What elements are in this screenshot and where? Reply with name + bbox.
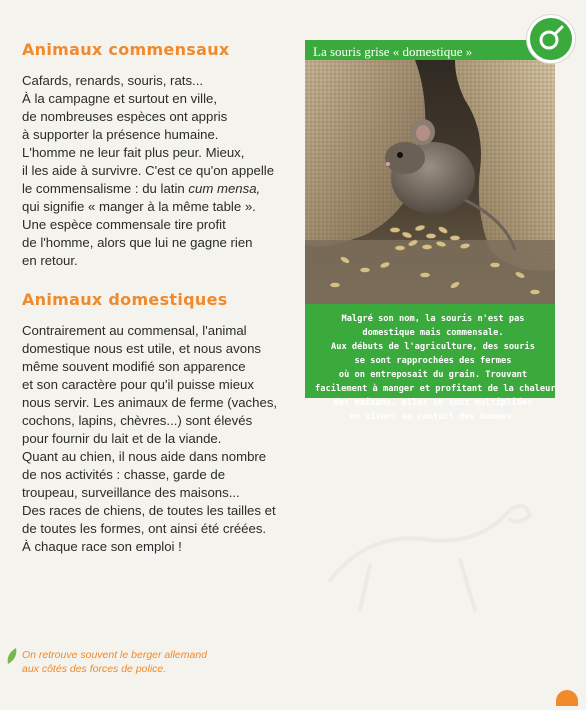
text-line: À chaque race son emploi ! — [22, 539, 182, 554]
text-line: à supporter la présence humaine. — [22, 127, 219, 142]
caption-line: où on entreposait du grain. Trouvant — [338, 370, 528, 380]
text-line: Quant au chien, il nous aide dans nombre — [22, 449, 267, 464]
caption-line: se sont rapprochées des fermes — [354, 356, 512, 366]
dog-sketch-watermark — [310, 470, 540, 620]
caption-line: des maisons, elles se sont multipliées — [333, 398, 533, 408]
photo-box — [305, 40, 556, 422]
text-line: de l'homme, alors que lui ne gagne rien — [22, 235, 253, 250]
text-line: il les aide à survivre. C'est ce qu'on appelle — [22, 163, 275, 178]
mouse-photo — [305, 60, 555, 304]
magnifier-icon — [536, 24, 566, 54]
text-line: À la campagne et surtout en ville, — [22, 91, 217, 106]
text-line: nous servir. Les animaux de ferme (vaches, — [22, 395, 278, 410]
footnote-line: aux côtés des forces de police. — [22, 663, 167, 675]
text-line: pour fournir du lait et de la viande. — [22, 431, 222, 446]
text-line: Une espèce commensale tire profit — [22, 217, 226, 232]
paragraph-domestic — [22, 322, 292, 556]
latin-term: cum mensa, — [188, 181, 261, 196]
text-line: Des races de chiens, de toutes les tailles et — [22, 503, 276, 518]
footnote-line: On retrouve souvent le berger allemand — [22, 649, 208, 661]
paragraph-commensal — [22, 72, 292, 270]
leaf-icon — [6, 646, 18, 666]
text-line: et son caractère pour qu'il puisse mieux — [22, 377, 254, 392]
text-line: même souvent modifié son apparence — [22, 359, 246, 374]
text-line: domestique nous est utile, et nous avons — [22, 341, 261, 356]
text-line: Cafards, renards, souris, rats... — [22, 73, 204, 88]
text-line: de nombreuses espèces ont appris — [22, 109, 228, 124]
caption-line: en vivant au contact des hommes. — [349, 412, 517, 422]
text-line: qui signifie « manger à la même table ». — [22, 199, 256, 214]
text-line: L'homme ne leur fait plus peur. Mieux, — [22, 145, 245, 160]
text-fragment: le commensalisme : du latin — [22, 181, 189, 196]
caption-line: Aux débuts de l'agriculture, des souris — [331, 342, 535, 352]
text-line: cochons, lapins, chèvres...) sont élevés — [22, 413, 253, 428]
photo-caption — [315, 312, 556, 424]
text-line: de nos activités : chasse, garde de — [22, 467, 226, 482]
heading-domestic: Animaux domestiques — [22, 290, 228, 309]
caption-line: facilement à manger et profitant de la chaleur — [315, 384, 556, 394]
text-line: Contrairement au commensal, l'animal — [22, 323, 247, 338]
text-line: troupeau, surveillance des maisons... — [22, 485, 240, 500]
page-number-tab — [556, 690, 578, 706]
text-line: de toutes les formes, ont ainsi été créées. — [22, 521, 267, 536]
photo-title: La souris grise « domestique » — [313, 44, 473, 59]
text-line — [22, 180, 292, 198]
footnote — [22, 648, 207, 676]
caption-line: domestique mais commensale. — [362, 328, 504, 338]
heading-commensal: Animaux commensaux — [22, 40, 230, 59]
caption-line: Malgré son nom, la souris n'est pas — [341, 314, 525, 324]
magnifier-badge — [527, 15, 575, 63]
text-line: en retour. — [22, 253, 78, 268]
